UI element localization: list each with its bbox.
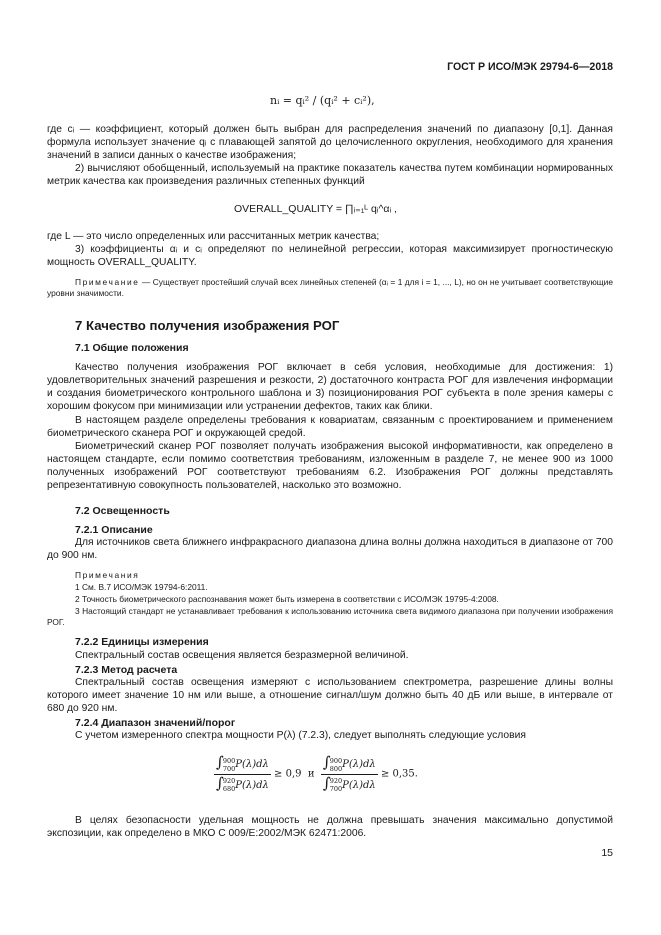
paragraph-L-definition: где L — это число определенных или рассчитанных метрик качества; bbox=[47, 231, 380, 242]
spectrum-inequalities bbox=[214, 755, 418, 793]
paragraph-ci-definition: где cᵢ — коэффициент, который должен быть выбран для распределения значений по диапазону [0,1]. Данная формула использует значение qᵢ с плавающей запятой до целочисленного округления, необходимого для хранения значений в записи данных о качестве изображения; bbox=[47, 124, 613, 161]
inequality-right-fraction: ∫ 900 800 P(λ)dλ ∫ 920 700 P(λ)dλ bbox=[322, 753, 376, 793]
overall-quality-formula: OVERALL_QUALITY = ∏ᵢ₌₁ᴸ qᵢ^αᵢ , bbox=[234, 203, 397, 215]
note-item: 2 Точность биометрического распознавания может быть измерена в соответствии с ИСО/МЭК 19795-4:2008. bbox=[75, 594, 499, 604]
section-7-2-3-title: 7.2.3 Метод расчета bbox=[75, 664, 178, 676]
section-7-2-4-paragraph: С учетом измеренного спектра мощности P(λ) (7.2.3), следует выполнять следующие условия bbox=[75, 730, 526, 741]
section-7-1-paragraph-2: В настоящем разделе определены требования к ковариатам, связанным с проектированием и применением биометрического сканера РОГ и окружающей средой. bbox=[47, 415, 613, 439]
document-code-header: ГОСТ Р ИСО/МЭК 29794-6—2018 bbox=[447, 61, 613, 73]
page-number: 15 bbox=[601, 847, 613, 859]
section-7-1-paragraph-1: Качество получения изображения РОГ включает в себя условия, необходимые для достижения: 1) удовлетворительных значений разрешения и резкости, 2) достаточного контраста РОГ для извлечения информации и создания биометрического контрольного шаблона и 3) позиционирования РОГ субъекта в поле зрения камеры с хорошим фокусом при минимизации или устранении дефектов, таких как блики. bbox=[47, 362, 613, 412]
note-linear-case bbox=[47, 277, 613, 300]
note-text: — Существует простейший случай всех линейных степеней (αᵢ = 1 для i = 1, ..., L), но он не учитывает соответствующие уровни значимости. bbox=[47, 277, 613, 299]
inequality-right-rhs: ≥ 0,35. bbox=[380, 768, 418, 780]
section-7-2-4-title: 7.2.4 Диапазон значений/порог bbox=[75, 717, 236, 729]
section-7-title: 7 Качество получения изображения РОГ bbox=[75, 318, 340, 333]
note-item: 1 См. В.7 ИСО/МЭК 19794-6:2011. bbox=[75, 582, 208, 592]
section-7-1-paragraph-3: Биометрический сканер РОГ позволяет получать изображения высокой информативности, как определено в настоящем стандарте, если помимо соответствия требованиям, изложенным в разделе 7, не менее 900 из 1000 полученных изображений РОГ соответствуют требованиям 6.2. Изображения РОГ должны представлять репрезентативную совокупность пользователей, насколько это возможно. bbox=[47, 441, 613, 491]
notes-label: Примечания bbox=[75, 570, 140, 580]
section-7-2-2-title: 7.2.2 Единицы измерения bbox=[75, 636, 209, 648]
inequality-left-rhs: ≥ 0,9 bbox=[274, 768, 302, 780]
safety-paragraph: В целях безопасности удельная мощность не должна превышать значения максимально допустимой экспозиции, как определено в МКО С 009/E:2002/МЭК 62471:2006. bbox=[47, 815, 613, 839]
note-label: Примечание bbox=[75, 277, 140, 287]
inequality-joiner: и bbox=[307, 768, 315, 780]
paragraph-step-3: 3) коэффициенты αᵢ и cᵢ определяют по нелинейной регрессии, которая максимизирует прогностическую мощность OVERALL_QUALITY. bbox=[47, 244, 613, 268]
section-7-2-3-paragraph: Спектральный состав освещения измеряют с использованием спектрометра, разрешение длины волны которого имеет значение 10 нм или выше, а отношение сигнал/шум должно быть 40 дБ или выше, в интервале от 680 до 920 нм. bbox=[47, 677, 613, 714]
inequality-left-fraction: ∫ 900 700 P(λ)dλ ∫ 920 680 P(λ)dλ bbox=[216, 753, 269, 793]
section-7-2-title: 7.2 Освещенность bbox=[75, 505, 170, 517]
note-item: 3 Настоящий стандарт не устанавливает требования к использованию источника света видимого диапазона при получении изображения РОГ. bbox=[47, 606, 613, 628]
section-7-2-1-title: 7.2.1 Описание bbox=[75, 524, 153, 536]
section-7-1-title: 7.1 Общие положения bbox=[75, 342, 189, 354]
section-7-2-1-paragraph: Для источников света ближнего инфракрасного диапазона длина волны должна находиться в диапазоне от 700 до 900 нм. bbox=[47, 537, 613, 561]
normalization-formula: nᵢ = qᵢ² / (qᵢ² + cᵢ²), bbox=[270, 94, 375, 107]
paragraph-step-2: 2) вычисляют обобщенный, используемый на практике показатель качества путем комбинации нормированных метрик качества как произведения различных степенных функций bbox=[47, 163, 613, 187]
section-7-2-2-paragraph: Спектральный состав освещения является безразмерной величиной. bbox=[75, 650, 409, 661]
